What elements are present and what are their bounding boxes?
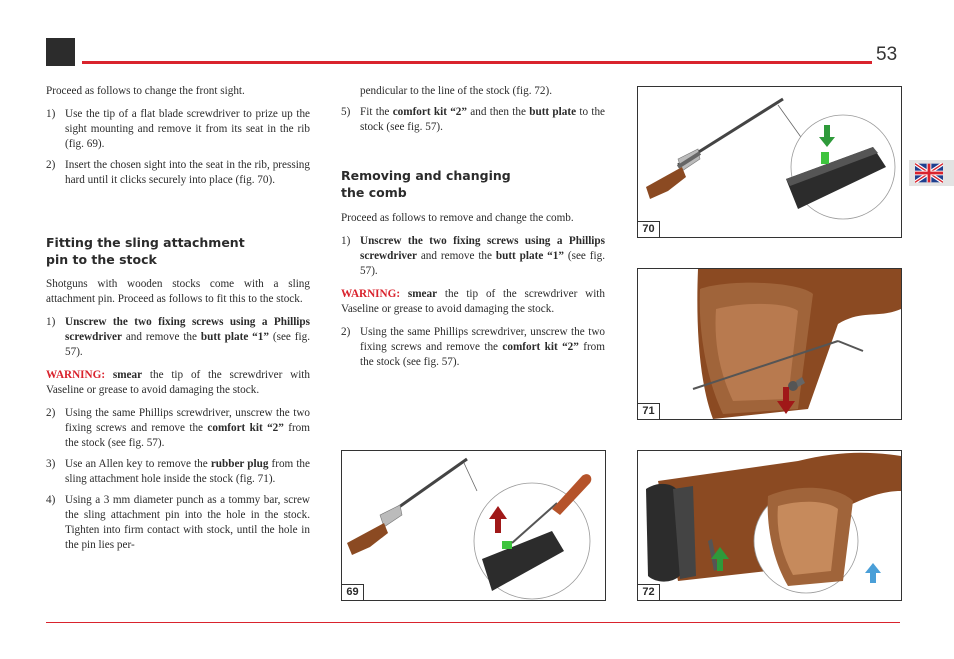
figure-label: 72 (638, 584, 660, 600)
list-item: 3) Use an Allen key to remove the rubber plug from the sling attachment hole inside the stock (fig. 71). (46, 458, 310, 485)
column-middle (341, 84, 605, 376)
figure-label: 70 (638, 221, 660, 237)
figure-label: 71 (638, 403, 660, 419)
list-item: 2) Insert the chosen sight into the seat in the rib, pressing hard until it clicks securely into place (fig. 70). (46, 159, 310, 186)
figure-label: 69 (342, 584, 364, 600)
figure-72 (637, 450, 902, 601)
list-item: 4) Using a 3 mm diameter punch as a tommy bar, screw the sling attachment pin into the hole in the stock. Tighten into firm contact with stock, until the hole in the pin lies per- (46, 494, 310, 551)
list-item: 2) Using the same Phillips screwdriver, unscrew the two fixing screws and remove the comfort kit “2” from the stock (see fig. 57). (46, 407, 310, 449)
list-item: 1) Unscrew the two fixing screws using a Phillips screwdriver and remove the butt plate “1” (see fig. 57). (46, 316, 310, 358)
list-item: 1) Use the tip of a flat blade screwdriver to prize up the sight mounting and remove it from its seat in the rib (fig. 69). (46, 108, 310, 150)
footer-rule (46, 622, 900, 623)
header-rule (82, 61, 872, 64)
up-arrow-icon (865, 563, 881, 583)
figure-69 (341, 450, 606, 601)
stock-interior-illustration (638, 269, 901, 419)
figure-70 (637, 86, 902, 238)
page-number: 53 (876, 44, 898, 65)
figure-71 (637, 268, 902, 420)
header-block (46, 38, 75, 66)
sling-intro: Shotguns with wooden stocks come with a sling attachment pin. Proceed as follows to fit this to the stock. (46, 278, 310, 305)
pin-fitting-illustration (638, 451, 901, 600)
language-tab[interactable] (909, 160, 954, 186)
continued-text: pendicular to the line of the stock (fig. 72). (360, 85, 552, 97)
sight-removal-illustration (342, 451, 605, 600)
list-item: 1) Unscrew the two fixing screws using a Phillips screwdriver and remove the butt plate “1” (see fig. 57). (341, 235, 605, 277)
warning-note: WARNING: smear the tip of the screwdriver with Vaseline or grease to avoid damaging the stock. (46, 369, 311, 396)
list-item: 2) Using the same Phillips screwdriver, unscrew the two fixing screws and remove the comfort kit “2” from the stock (see fig. 57). (341, 326, 605, 368)
shotgun-sight-illustration (638, 87, 901, 237)
list-item: 5) Fit the comfort kit “2” and then the butt plate to the stock (see fig. 57). (341, 106, 606, 133)
front-sight-intro: Proceed as follows to change the front sight. (46, 85, 245, 97)
section-heading-comb: Removing and changing the comb (341, 168, 511, 200)
warning-note: WARNING: smear the tip of the screwdriver with Vaseline or grease to avoid damaging the stock. (341, 288, 606, 315)
column-left (46, 84, 310, 559)
comb-intro: Proceed as follows to remove and change the comb. (341, 212, 574, 224)
section-heading-sling: Fitting the sling attachment pin to the stock (46, 235, 245, 267)
uk-flag-icon (915, 163, 943, 183)
